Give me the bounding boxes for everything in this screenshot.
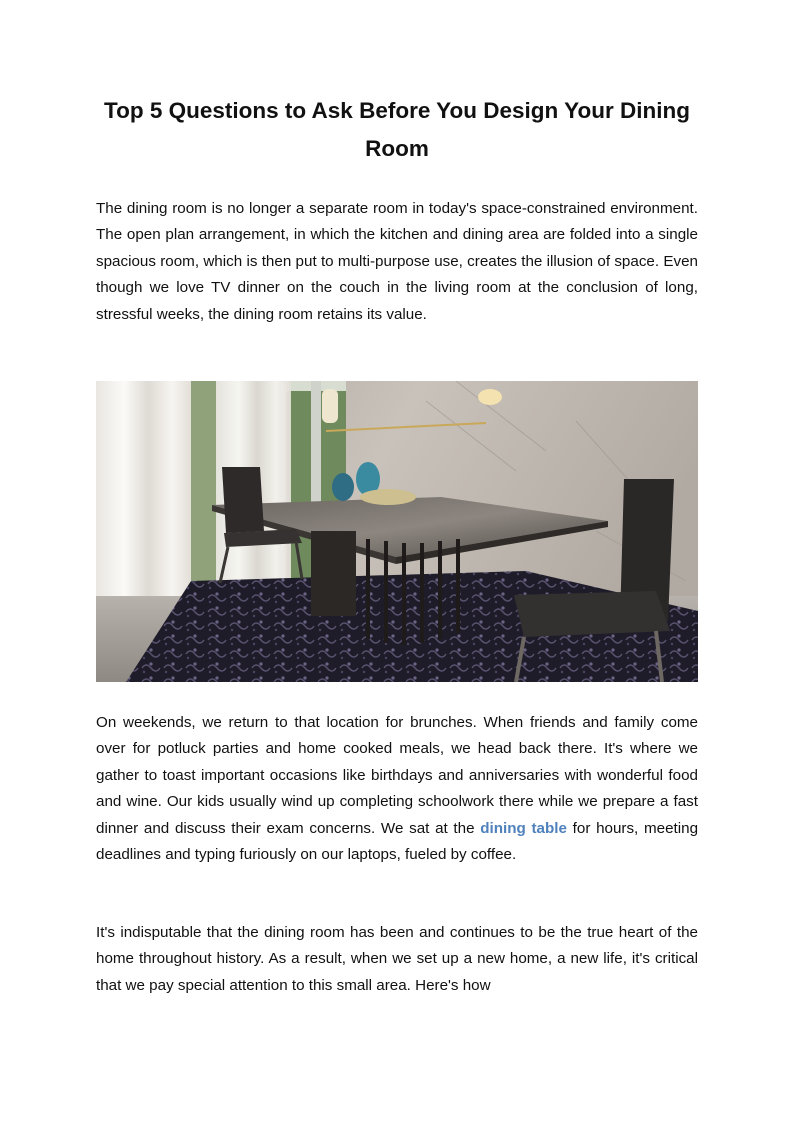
intro-paragraph: The dining room is no longer a separate room in today's space-constrained environment. The open plan arrangement, in which the kitchen and dining area are folded into a single spacious room, which is then put to multi-purpose use, creates the illusion of space. Even though we love TV dinner on the couch in the living room at the conclusion of long, stressful weeks, the dining room retains its value. [96,200,698,323]
paragraph-text: On weekends, we return to that location for brunches. When friends and family come over for potluck parties and home cooked meals, we head back there. It's where we gather to toast important occasions like birthdays and anniversaries with wonderful food and wine. Our kids usually wind up completing schoolwork there while we prepare a fast dinner and discuss their exam concerns. We sat at the [96,714,698,837]
article-title: Top 5 Questions to Ask Before You Design Your Dining Room [104,98,690,161]
weekend-paragraph [96,710,698,868]
heart-of-home-paragraph: It's indisputable that the dining room has been and continues to be the true heart of the home throughout history. As a result, when we set up a new home, a new life, it's critical that we pay special attention to this small area. Here's how [96,924,698,994]
dining-room-photo [96,381,698,682]
dining-table-link[interactable]: dining table [480,819,567,837]
paragraph-text: for hours, meeting deadlines and typing furiously on our laptops, fueled by coffee. [96,819,699,864]
